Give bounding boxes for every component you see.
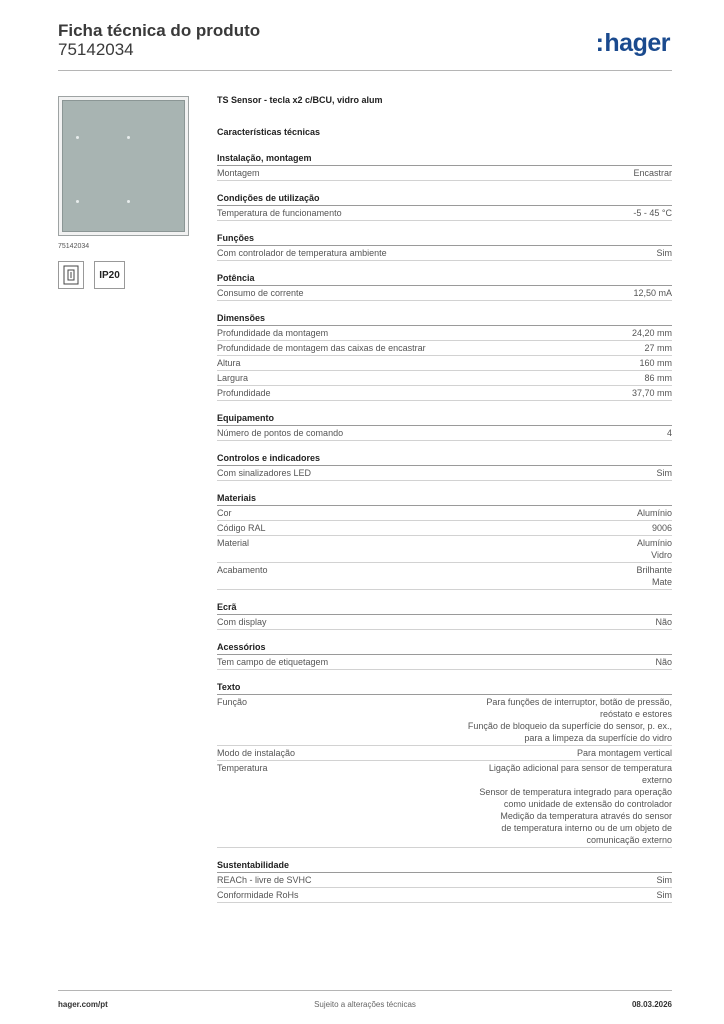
spec-value-line: Encastrar — [633, 168, 672, 178]
product-reference: 75142034 — [58, 40, 134, 59]
spec-row — [217, 521, 672, 536]
spec-value-line: Não — [655, 617, 672, 627]
page-header — [58, 20, 672, 71]
spec-row — [217, 286, 672, 301]
spec-row — [217, 615, 672, 630]
spec-value-line: Vidro — [651, 550, 672, 560]
spec-row — [217, 426, 672, 441]
button-dot-bottom-left — [76, 200, 79, 203]
spec-row — [217, 341, 672, 356]
spec-section — [217, 232, 672, 261]
spec-value-line: 9006 — [651, 523, 672, 533]
spec-label: Com controlador de temperatura ambiente — [217, 248, 387, 258]
spec-section — [217, 272, 672, 301]
section-title: Instalação, montagem — [217, 152, 672, 166]
spec-section — [217, 412, 672, 441]
spec-value-line: 86 mm — [644, 373, 672, 383]
spec-value-line: 27 mm — [644, 343, 672, 353]
spec-row — [217, 246, 672, 261]
spec-value-line: -5 - 45 °C — [633, 208, 672, 218]
spec-value — [633, 287, 672, 299]
spec-value — [652, 522, 672, 534]
spec-value — [577, 747, 672, 759]
spec-label: Altura — [217, 358, 241, 368]
spec-value — [667, 427, 672, 439]
ip20-badge: IP20 — [94, 261, 125, 289]
spec-value-line: Para montagem vertical — [576, 748, 672, 758]
button-dot-bottom-right — [127, 200, 130, 203]
product-image — [58, 96, 189, 236]
spec-value — [639, 357, 672, 369]
spec-value-line: Alumínio — [636, 508, 672, 518]
spec-value — [632, 387, 672, 399]
spec-row — [217, 371, 672, 386]
spec-section — [217, 312, 672, 401]
spec-value — [637, 507, 672, 519]
spec-value — [655, 616, 672, 628]
section-title: Acessórios — [217, 641, 672, 655]
spec-label: Largura — [217, 373, 249, 383]
spec-label: Com sinalizadores LED — [217, 468, 312, 478]
spec-content — [217, 94, 672, 914]
spec-value — [632, 327, 672, 339]
spec-row — [217, 761, 672, 848]
spec-label: Material — [217, 538, 250, 548]
section-title: Ecrã — [217, 601, 672, 615]
spec-sections — [217, 152, 672, 903]
spec-label: Número de pontos de comando — [217, 428, 344, 438]
spec-label: Profundidade da montagem — [217, 328, 329, 338]
sensor-glass-panel — [62, 100, 185, 232]
spec-value — [468, 696, 672, 744]
spec-value-line: reóstato e estores — [599, 709, 672, 719]
page-footer — [58, 990, 672, 1021]
spec-section — [217, 681, 672, 848]
spec-value — [644, 342, 672, 354]
spec-value-line: Alumínio — [636, 538, 672, 548]
hager-logo[interactable]: :hager — [595, 29, 670, 57]
section-title: Sustentabilidade — [217, 859, 672, 873]
spec-value-line: Sim — [656, 248, 672, 258]
spec-row — [217, 466, 672, 481]
spec-row — [217, 506, 672, 521]
spec-value-line: 24,20 mm — [631, 328, 672, 338]
product-name: TS Sensor - tecla x2 c/BCU, vidro alum — [217, 95, 383, 105]
spec-label: Profundidade de montagem das caixas de encastrar — [217, 343, 426, 353]
spec-label: Modo de instalação — [217, 748, 296, 758]
spec-row — [217, 326, 672, 341]
spec-value — [479, 762, 672, 846]
section-title: Condições de utilização — [217, 192, 672, 206]
spec-label: Temperatura — [217, 763, 268, 773]
spec-section — [217, 492, 672, 590]
spec-row — [217, 536, 672, 563]
spec-value-line: Sim — [656, 890, 672, 900]
spec-value-line: 37,70 mm — [631, 388, 672, 398]
spec-label: Montagem — [217, 168, 260, 178]
spec-section — [217, 452, 672, 481]
spec-row — [217, 888, 672, 903]
spec-section — [217, 601, 672, 630]
spec-row — [217, 563, 672, 590]
spec-value-line: de temperatura interno ou de um objeto de — [501, 823, 672, 833]
logo-text: hager — [604, 29, 670, 57]
spec-value-line: Sim — [656, 468, 672, 478]
spec-value-line: externo — [641, 775, 672, 785]
spec-value — [655, 656, 672, 668]
spec-value-line: Sensor de temperatura integrado para operação — [479, 787, 672, 797]
spec-row — [217, 746, 672, 761]
image-reference: 75142034 — [58, 243, 90, 250]
spec-row — [217, 695, 672, 746]
footer-note: Sujeito a alterações técnicas — [314, 1000, 416, 1009]
spec-label: Acabamento — [217, 565, 268, 575]
spec-label: Cor — [217, 508, 232, 518]
section-title: Materiais — [217, 492, 672, 506]
spec-value-line: Sim — [656, 875, 672, 885]
spec-value-line: Função de bloqueio da superfície do sensor, p. ex., — [467, 721, 672, 731]
spec-value-line: para a limpeza da superfície do vidro — [524, 733, 672, 743]
recessed-mount-icon — [58, 261, 84, 289]
spec-label: Função — [217, 697, 248, 707]
spec-value — [636, 564, 672, 588]
spec-value — [633, 207, 672, 219]
page-title: Ficha técnica do produto — [58, 21, 261, 40]
spec-value-line: Medição da temperatura através do sensor — [500, 811, 672, 821]
spec-value — [633, 167, 672, 179]
spec-row — [217, 873, 672, 888]
footer-date: 08.03.2026 — [631, 1000, 672, 1009]
spec-section — [217, 641, 672, 670]
spec-row — [217, 655, 672, 670]
spec-label: Temperatura de funcionamento — [217, 208, 342, 218]
spec-value-line: como unidade de extensão do controlador — [503, 799, 672, 809]
spec-row — [217, 166, 672, 181]
section-title: Dimensões — [217, 312, 672, 326]
spec-section — [217, 192, 672, 221]
spec-value-line: Não — [655, 657, 672, 667]
characteristics-heading: Características técnicas — [217, 127, 321, 137]
spec-label: REACh - livre de SVHC — [217, 875, 312, 885]
spec-value — [657, 889, 673, 901]
spec-value-line: Ligação adicional para sensor de temperatura — [488, 763, 672, 773]
spec-label: Com display — [217, 617, 267, 627]
section-title: Equipamento — [217, 412, 672, 426]
spec-row — [217, 356, 672, 371]
button-dot-top-right — [127, 136, 130, 139]
spec-value-line: Mate — [651, 577, 672, 587]
spec-value-line: Brilhante — [636, 565, 672, 575]
spec-label: Código RAL — [217, 523, 266, 533]
spec-label: Consumo de corrente — [217, 288, 304, 298]
section-title: Funções — [217, 232, 672, 246]
spec-value-line: Para funções de interruptor, botão de pressão, — [486, 697, 672, 707]
section-title: Controlos e indicadores — [217, 452, 672, 466]
spec-value — [637, 537, 672, 561]
spec-section — [217, 152, 672, 181]
spec-value-line: 160 mm — [639, 358, 672, 368]
spec-value — [657, 874, 673, 886]
spec-value — [644, 372, 672, 384]
spec-label: Conformidade RoHs — [217, 890, 299, 900]
spec-label: Tem campo de etiquetagem — [217, 657, 329, 667]
footer-website-link[interactable]: hager.com/pt — [58, 1000, 108, 1009]
spec-label: Profundidade — [217, 388, 271, 398]
section-title: Potência — [217, 272, 672, 286]
section-title: Texto — [217, 681, 672, 695]
spec-value — [657, 467, 673, 479]
spec-value — [657, 247, 673, 259]
spec-value-line: comunicação externo — [586, 835, 672, 845]
spec-row — [217, 386, 672, 401]
spec-value-line: 12,50 mA — [633, 288, 672, 298]
spec-section — [217, 859, 672, 903]
spec-value-line: 4 — [666, 428, 672, 438]
button-dot-top-left — [76, 136, 79, 139]
spec-row — [217, 206, 672, 221]
